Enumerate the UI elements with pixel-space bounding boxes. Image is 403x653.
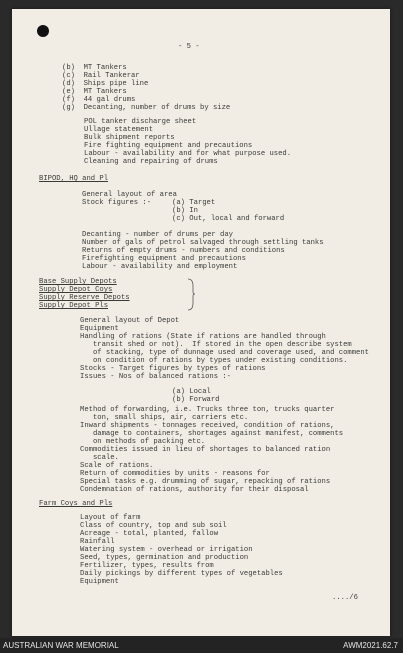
- list-item: Bulk shipment reports: [84, 134, 175, 142]
- list-item: Cleaning and repairing of drums: [84, 158, 218, 166]
- list-item: Issues - Nos of balanced rations :-: [80, 373, 231, 381]
- footer-source: AUSTRALIAN WAR MEMORIAL: [3, 641, 119, 650]
- list-item: (d) Ships pipe line: [62, 80, 149, 88]
- list-item: (f) 44 gal drums: [62, 96, 136, 104]
- bracket-icon: [186, 278, 196, 311]
- list-item: General layout of Depot: [80, 317, 180, 325]
- section-heading-supply: Base Supply Depots: [39, 278, 117, 286]
- stock-figures-label: Stock figures :-: [82, 199, 152, 207]
- list-item: (b) In: [172, 207, 198, 215]
- list-item: Fertilizer, types, results from: [80, 562, 214, 570]
- section-heading-supply: Supply Depot Coys: [39, 286, 113, 294]
- list-item: (a) Local: [172, 388, 211, 396]
- list-item: on methods of packing etc.: [80, 438, 206, 446]
- list-item: (b) Forward: [172, 396, 220, 404]
- list-item: Stocks - Target figures by types of rations: [80, 365, 266, 373]
- list-item: transit shed or not). If stored in the open describe system: [80, 341, 352, 349]
- list-item: Returns of empty drums - numbers and conditions: [82, 247, 285, 255]
- section-heading-supply: Supply Depot Pls: [39, 302, 109, 310]
- list-item: scale.: [80, 454, 119, 462]
- list-item: Ullage statement: [84, 126, 154, 134]
- list-item: ton, small ships, air, carriers etc.: [80, 414, 249, 422]
- list-item: Equipment: [80, 578, 119, 586]
- list-item: of stacking, type of dunnage used and coverage used, and comment: [80, 349, 369, 357]
- list-item: Condemnation of rations, authority for their disposal: [80, 486, 309, 494]
- list-item: Seed, types, germination and production: [80, 554, 249, 562]
- list-item: Equipment: [80, 325, 119, 333]
- footer-reference: AWM2021.62.7: [343, 641, 398, 650]
- list-item: General layout of area: [82, 191, 177, 199]
- list-item: Labour - availability and employment: [82, 263, 238, 271]
- list-item: (c) Rail Tankerar: [62, 72, 140, 80]
- list-item: (e) MT Tankers: [62, 88, 127, 96]
- list-item: Handling of rations (State if rations are handled through: [80, 333, 326, 341]
- list-item: Decanting - number of drums per day: [82, 231, 233, 239]
- list-item: Number of gals of petrol salvaged through settling tanks: [82, 239, 324, 247]
- page-number: - 5 -: [178, 43, 200, 51]
- list-item: Firefighting equipment and precautions: [82, 255, 246, 263]
- list-item: Commodities issued in lieu of shortages to balanced ration: [80, 446, 331, 454]
- archive-footer: [0, 638, 403, 653]
- list-item: Rainfall: [80, 538, 115, 546]
- continuation-mark: ..../6: [332, 594, 358, 602]
- list-item: POL tanker discharge sheet: [84, 118, 197, 126]
- list-item: (g) Decanting, number of drums by size: [62, 104, 231, 112]
- list-item: Layout of farm: [80, 514, 141, 522]
- list-item: (c) Out, local and forward: [172, 215, 285, 223]
- list-item: (a) Target: [172, 199, 216, 207]
- list-item: Fire fighting equipment and precautions: [84, 142, 253, 150]
- list-item: Watering system - overhead or irrigation: [80, 546, 253, 554]
- list-item: Scale of rations.: [80, 462, 154, 470]
- list-item: Class of country, top and sub soil: [80, 522, 227, 530]
- list-item: Inward shipments - tonnages received, condition of rations,: [80, 422, 335, 430]
- list-item: on condition of rations by types under existing conditions.: [80, 357, 348, 365]
- list-item: Return of commodities by units - reasons for: [80, 470, 270, 478]
- section-heading-bipod: BIPOD, HQ and Pl: [39, 175, 109, 183]
- list-item: Acreage - total, planted, fallow: [80, 530, 219, 538]
- list-item: Daily pickings by different types of vegetables: [80, 570, 283, 578]
- section-heading-farm: Farm Coys and Pls: [39, 500, 113, 508]
- list-item: damage to containers, shortages against manifest, comments: [80, 430, 344, 438]
- list-item: Method of forwarding, i.e. Trucks three ton, trucks quarter: [80, 406, 335, 414]
- punch-hole: [37, 25, 49, 37]
- list-item: Special tasks e.g. drumming of sugar, repacking of rations: [80, 478, 331, 486]
- list-item: (b) MT Tankers: [62, 64, 127, 72]
- section-heading-supply: Supply Reserve Depots: [39, 294, 130, 302]
- list-item: Labour - availability and for what purpose used.: [84, 150, 292, 158]
